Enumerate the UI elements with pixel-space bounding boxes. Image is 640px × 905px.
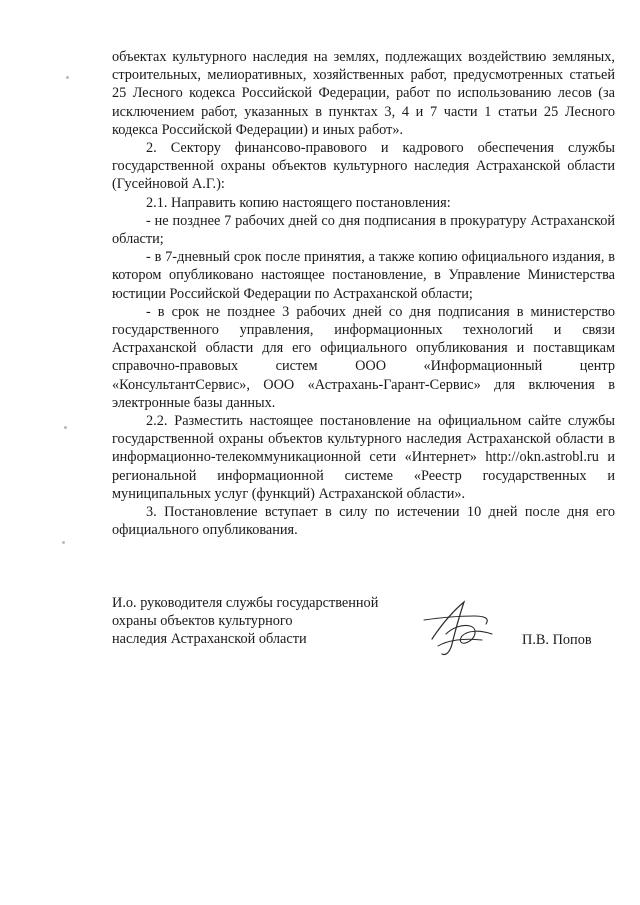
signatory-position-line: наследия Астраханской области <box>112 631 307 648</box>
paragraph-item-2-1: 2.1. Направить копию настоящего постановления: <box>146 194 451 211</box>
paragraph-bullet-justice: - в 7-дневный срок после принятия, а также копию официального издания, в котором опубликовано настоящее постановление, в Управление Министерства юстиции Российской Федерации по Астраханской области; <box>112 249 615 302</box>
paragraph-item-3: 3. Постановление вступает в силу по истечении 10 дней после дня его официального опубликования. <box>112 504 615 539</box>
signatory-position-line: охраны объектов культурного <box>112 613 293 630</box>
paragraph-bullet-ministry: - в срок не позднее 3 рабочих дней со дня подписания в министерство государственного управления, информационных технологий и связи Астраханской области для его официального опубликования и поставщикам справочно-правовых систем ООО «Информационный центр «КонсультантСервис», ООО «Астрахань-Гарант-Сервис» для включения в электронные базы данных. <box>112 303 615 411</box>
paragraph-bullet-prosecutor: - не позднее 7 рабочих дней со дня подписания в прокуратуру Астраханской области; <box>112 212 615 248</box>
paragraph-item-2-2: 2.2. Разместить настоящее постановление на официальном сайте службы государственной охраны объектов культурного наследия Астраханской области в информационно-телекоммуникационной сети «Интернет» http://okn.astrobl.ru и региональной информационной системе «Реестр государственных и муниципальных услуг (функций) Астраханской области». <box>112 413 615 502</box>
signatory-position-line: И.о. руководителя службы государственной <box>112 595 379 611</box>
document-body <box>112 48 615 539</box>
scan-dot <box>62 541 65 544</box>
signatory-position <box>112 594 412 649</box>
paragraph-item-2: 2. Сектору финансово-правового и кадрового обеспечения службы государственной охраны объектов культурного наследия Астраханской области (Гусейновой А.Г.): <box>112 140 615 193</box>
paragraph-continuation: объектах культурного наследия на землях, подлежащих воздействию земляных, строительных, мелиоративных, хозяйственных работ, предусмотренных статьей 25 Лесного кодекса Российской Федерации, работ по использованию лесов (за исключением работ, указанных в пунктах 3, 4 и 7 части 1 статьи 25 Лесного кодекса Российской Федерации) и иных работ». <box>112 49 615 138</box>
handwritten-signature <box>412 594 502 664</box>
scan-dot <box>66 76 69 79</box>
scan-dot <box>64 426 67 429</box>
signatory-name: П.В. Попов <box>522 632 592 648</box>
